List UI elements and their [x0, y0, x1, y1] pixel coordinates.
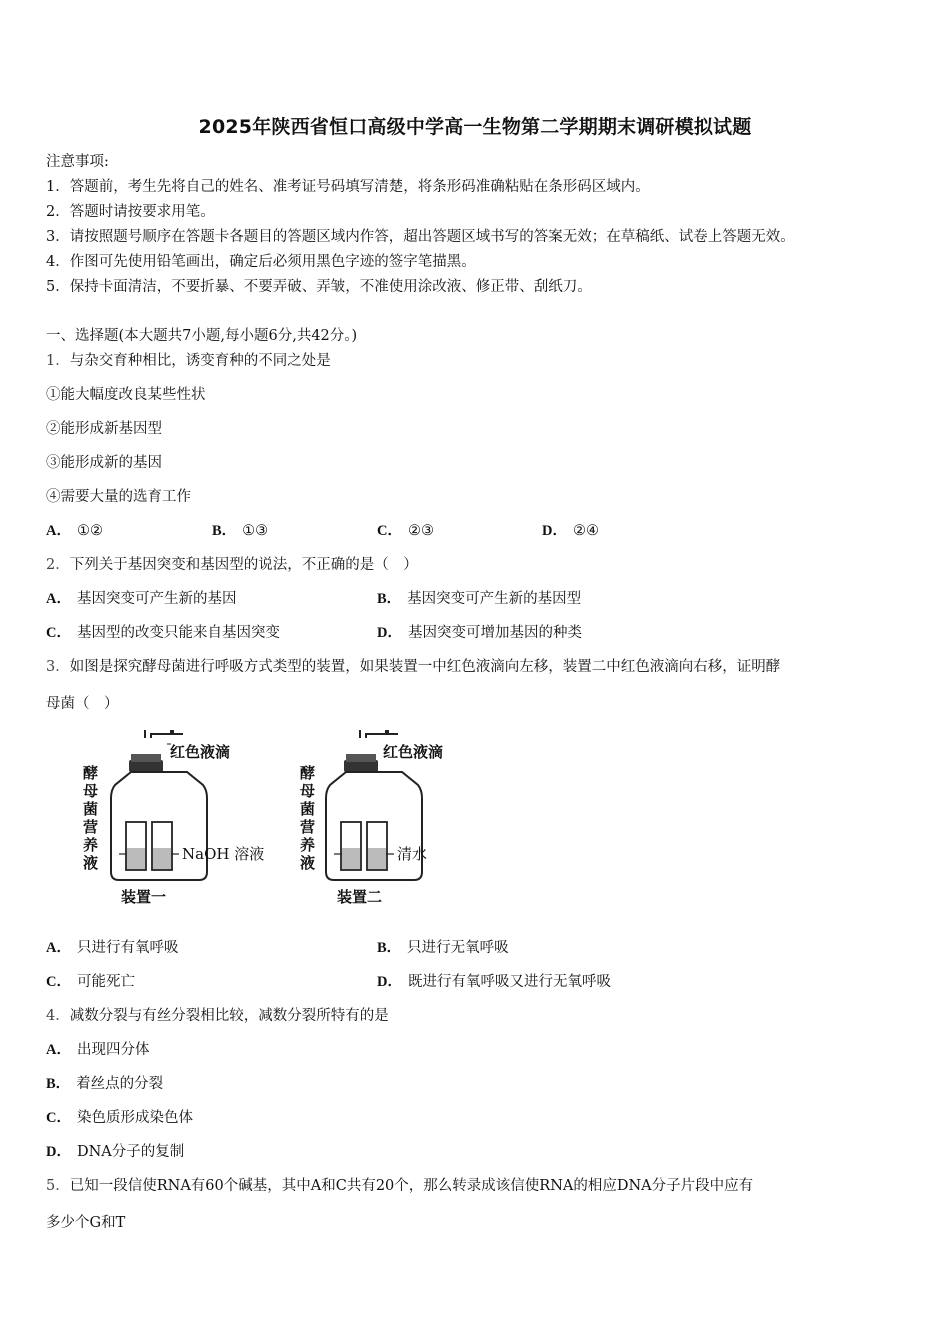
- option-label: A．: [46, 1042, 71, 1058]
- question-number: 4．: [46, 1008, 70, 1024]
- question-2-stem: [46, 555, 418, 575]
- option-text: 只进行无氧呼吸: [407, 940, 509, 956]
- option-label: D．: [46, 1144, 71, 1160]
- option-label: A．: [46, 591, 71, 607]
- question-5-stem-cont: 多少个G和T: [46, 1215, 126, 1231]
- q2-option-d[interactable]: [377, 623, 582, 643]
- note-item: 3．请按照题号顺序在答题卡各题目的答题区域内作答，超出答题区域书写的答案无效；在草稿纸、试卷上答题无效。: [46, 229, 795, 245]
- q1-item: ④需要大量的选育工作: [46, 489, 191, 505]
- q3-option-b[interactable]: [377, 938, 509, 958]
- option-label: B．: [46, 1076, 71, 1092]
- option-label: B．: [212, 523, 237, 539]
- option-label: C．: [46, 1110, 71, 1126]
- drop-label-1: 红色液滴: [170, 743, 231, 761]
- q1-option-d[interactable]: [542, 521, 599, 541]
- option-text: 着丝点的分裂: [76, 1076, 164, 1092]
- question-5-stem: [46, 1176, 753, 1196]
- option-label: C．: [46, 974, 71, 990]
- question-3-stem-cont: 母菌（ ）: [46, 696, 119, 712]
- q4-option-d[interactable]: [46, 1142, 184, 1162]
- note-item: 4．作图可先使用铅笔画出，确定后必须用黑色字迹的签字笔描黑。: [46, 254, 476, 270]
- medium-label-1: 酵母菌营养液: [83, 764, 99, 872]
- q3-option-c[interactable]: [46, 972, 135, 992]
- section-heading: 一、选择题(本大题共7小题,每小题6分,共42分。): [46, 328, 358, 344]
- option-label: A．: [46, 523, 71, 539]
- option-label: D．: [542, 523, 567, 539]
- option-text: 基因突变可产生新的基因: [76, 591, 237, 607]
- question-number: 1．: [46, 353, 70, 369]
- q4-option-a[interactable]: [46, 1040, 149, 1060]
- q1-option-a[interactable]: [46, 521, 103, 541]
- option-text: ①②: [76, 523, 103, 539]
- q1-option-b[interactable]: [212, 521, 268, 541]
- device-one-caption: 装置一: [121, 888, 167, 906]
- question-number: 5．: [46, 1178, 70, 1194]
- option-text: 出现四分体: [76, 1042, 150, 1058]
- option-label: D．: [377, 625, 402, 641]
- option-text: 只进行有氧呼吸: [76, 940, 179, 956]
- option-text: ①③: [242, 523, 269, 539]
- exam-title: 2025年陕西省恒口高级中学高一生物第二学期期末调研模拟试题: [198, 116, 752, 138]
- question-text: 与杂交育种相比，诱变育种的不同之处是: [69, 353, 331, 369]
- drop-label-2: 红色液滴: [383, 743, 444, 761]
- note-item: 2．答题时请按要求用笔。: [46, 204, 215, 220]
- question-number: 2．: [46, 557, 70, 573]
- question-number: 3．: [46, 659, 70, 675]
- option-label: A．: [46, 940, 71, 956]
- option-text: 染色质形成染色体: [76, 1110, 193, 1126]
- option-label: B．: [377, 591, 402, 607]
- option-text: 基因突变可产生新的基因型: [407, 591, 582, 607]
- q3-option-a[interactable]: [46, 938, 178, 958]
- q2-option-a[interactable]: [46, 589, 236, 609]
- option-label: B．: [377, 940, 402, 956]
- q4-option-b[interactable]: [46, 1074, 163, 1094]
- option-label: D．: [377, 974, 402, 990]
- question-text: 已知一段信使RNA有60个碱基，其中A和C共有20个，那么转录成该信使RNA的相应DNA分子片段中应有: [69, 1178, 754, 1194]
- option-label: C．: [46, 625, 71, 641]
- option-text: ②④: [572, 523, 599, 539]
- note-item: 1．答题前，考生先将自己的姓名、准考证号码填写清楚，将条形码准确粘贴在条形码区域内。: [46, 179, 650, 195]
- option-text: 基因型的改变只能来自基因突变: [76, 625, 280, 641]
- option-text: 既进行有氧呼吸又进行无氧呼吸: [407, 974, 611, 990]
- q4-option-c[interactable]: [46, 1108, 193, 1128]
- question-text: 如图是探究酵母菌进行呼吸方式类型的装置，如果装置一中红色液滴向左移，装置二中红色液滴向右移，证明酵: [69, 659, 781, 675]
- device-two-caption: 装置二: [337, 888, 383, 906]
- q2-option-b[interactable]: [377, 589, 581, 609]
- note-item: 5．保持卡面清洁，不要折暴、不要弄破、弄皱，不准使用涂改液、修正带、刮纸刀。: [46, 279, 592, 295]
- option-text: DNA分子的复制: [76, 1144, 185, 1160]
- naoh-label: NaOH 溶液: [182, 845, 265, 863]
- q1-item: ②能形成新基因型: [46, 421, 162, 437]
- question-text: 减数分裂与有丝分裂相比较，减数分裂所特有的是: [69, 1008, 389, 1024]
- q2-option-c[interactable]: [46, 623, 280, 643]
- notes-heading: 注意事项:: [46, 154, 109, 170]
- option-text: 可能死亡: [76, 974, 135, 990]
- question-3-stem: [46, 657, 780, 677]
- q1-item: ③能形成新的基因: [46, 455, 162, 471]
- option-label: C．: [377, 523, 402, 539]
- q1-option-c[interactable]: [377, 521, 434, 541]
- question-1-stem: [46, 351, 331, 371]
- medium-label-2: 酵母菌营养液: [300, 764, 316, 872]
- option-text: ②③: [407, 523, 434, 539]
- question-4-stem: [46, 1006, 389, 1026]
- question-text: 下列关于基因突变和基因型的说法，不正确的是（ ）: [69, 557, 418, 573]
- option-text: 基因突变可增加基因的种类: [407, 625, 582, 641]
- water-label: 清水: [397, 845, 428, 863]
- q3-option-d[interactable]: [377, 972, 611, 992]
- q1-item: ①能大幅度改良某些性状: [46, 387, 206, 403]
